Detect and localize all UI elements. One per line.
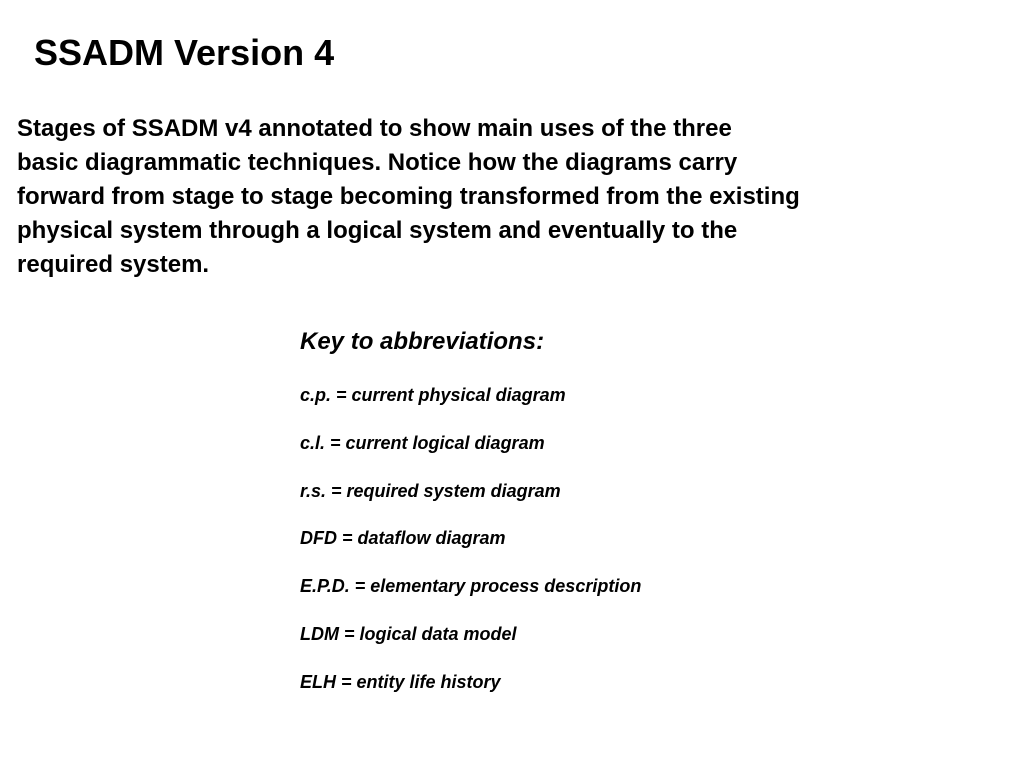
slide-title: SSADM Version 4 <box>34 32 335 73</box>
abbreviation-list <box>300 382 641 717</box>
abbreviation-item: r.s. = required system diagram <box>300 480 561 501</box>
intro-line: physical system through a logical system and eventually to the <box>17 217 738 244</box>
key-heading: Key to abbreviations: <box>300 328 545 355</box>
intro-line: required system. <box>17 251 210 278</box>
abbreviation-item: DFD = dataflow diagram <box>300 528 506 549</box>
abbreviation-item: ELH = entity life history <box>300 671 501 692</box>
abbreviation-item: LDM = logical data model <box>300 623 517 644</box>
abbreviation-item: E.P.D. = elementary process description <box>300 576 642 597</box>
abbreviation-item: c.p. = current physical diagram <box>300 385 566 405</box>
intro-line: forward from stage to stage becoming transformed from the existing <box>17 183 800 210</box>
intro-paragraph <box>17 112 977 282</box>
intro-line: Stages of SSADM v4 annotated to show main uses of the three <box>17 115 732 142</box>
abbreviation-item: c.l. = current logical diagram <box>300 432 545 453</box>
intro-line: basic diagrammatic techniques. Notice how the diagrams carry <box>17 149 738 176</box>
